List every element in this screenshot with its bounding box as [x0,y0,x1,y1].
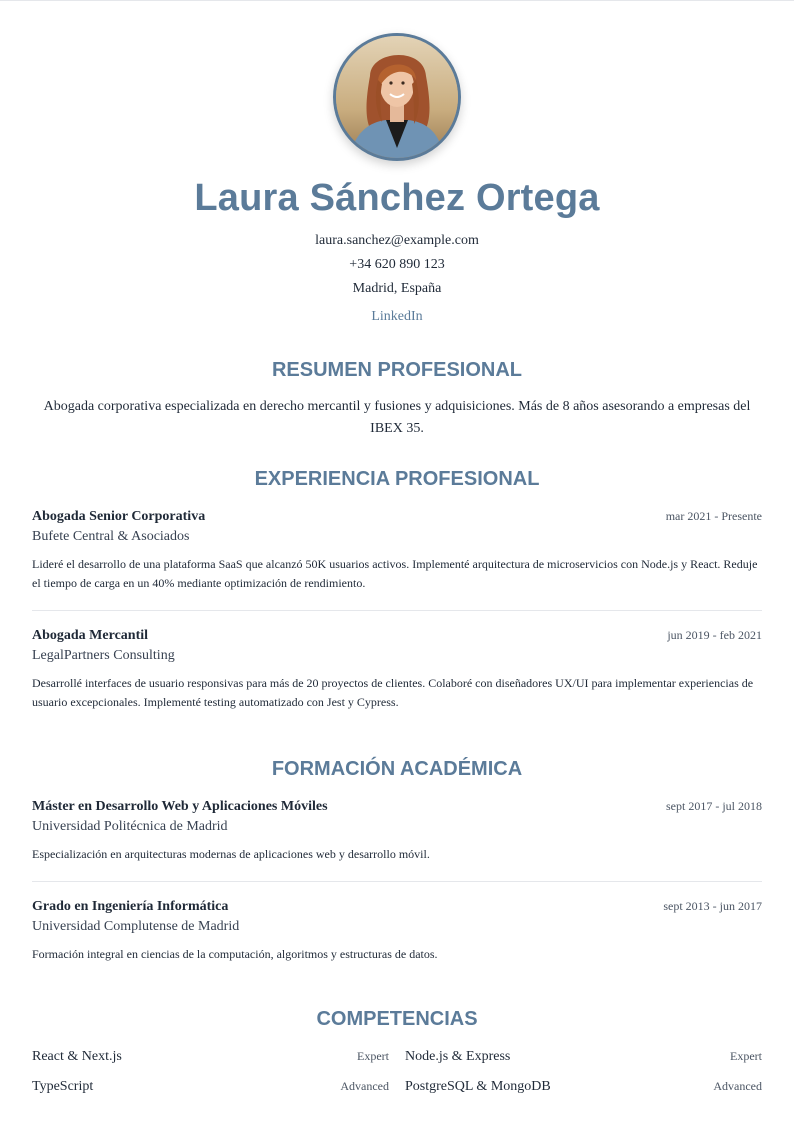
experience-section [32,466,762,712]
experience-heading: EXPERIENCIA PROFESIONAL [254,468,540,490]
resume-page [32,0,762,1095]
summary-heading: RESUMEN PROFESIONAL [271,359,523,381]
skills-section [32,1006,762,1095]
school-name: Universidad Complutense de Madrid [32,919,240,934]
education-section [32,756,762,964]
skill-item [405,1049,762,1065]
degree-description: Especialización en arquitecturas modernas de aplicaciones web y desarrollo móvil. [32,847,430,861]
experience-entry [32,509,762,593]
candidate-name: Laura Sánchez Ortega [194,177,600,219]
job-description: Lideré el desarrollo de una plataforma SaaS que alcanzó 50K usuarios activos. Implementé arquitectura de microservicios con Node.js y React. Reduje el tiempo de carga en un 40% mediante optimización de rendimiento. [32,557,758,590]
skill-name: React & Next.js [32,1049,122,1064]
job-title: Abogada Mercantil [32,628,149,643]
degree-dates: sept 2017 - jul 2018 [666,799,762,813]
skill-level: Advanced [713,1079,762,1093]
skill-name: TypeScript [32,1079,94,1094]
skill-name: Node.js & Express [405,1049,511,1064]
top-border [0,0,794,1]
skill-level: Expert [357,1049,389,1063]
contact-email[interactable]: laura.sanchez@example.com [315,233,479,248]
contact-block [32,229,762,329]
company-name: LegalPartners Consulting [32,648,175,663]
skill-item [32,1079,389,1095]
entry-header [32,799,762,815]
entry-divider [32,881,762,882]
skill-item [405,1079,762,1095]
contact-phone[interactable]: +34 620 890 123 [349,257,445,272]
summary-section [32,357,762,440]
degree-description: Formación integral en ciencias de la computación, algoritmos y estructuras de datos. [32,947,438,961]
skills-heading: COMPETENCIAS [316,1008,478,1030]
photo-container [32,33,762,161]
summary-text: Abogada corporativa especializada en derecho mercantil y fusiones y adquisiciones. Más de 8 años asesorando a empresas del IBEX 35. [43,399,751,436]
job-description: Desarrollé interfaces de usuario responsivas para más de 20 proyectos de clientes. Colaboré con diseñadores UX/UI para implementar experiencias de usuario excepcionales. Implementé testing automatizado con Jest y Cypress. [32,676,754,709]
entry-header [32,628,762,644]
entry-header [32,509,762,525]
degree-title: Grado en Ingeniería Informática [32,899,229,914]
skill-level: Advanced [340,1079,389,1093]
education-entry [32,799,762,864]
profile-photo [333,33,461,161]
skill-item [32,1049,389,1065]
experience-entry [32,628,762,712]
job-dates: jun 2019 - feb 2021 [667,628,762,642]
skill-name: PostgreSQL & MongoDB [405,1079,551,1094]
company-name: Bufete Central & Asociados [32,529,190,544]
education-heading: FORMACIÓN ACADÉMICA [271,758,523,780]
job-title: Abogada Senior Corporativa [32,509,206,524]
skills-grid [32,1049,762,1095]
profile-photo-illustration [336,36,458,158]
entry-header [32,899,762,915]
degree-title: Máster en Desarrollo Web y Aplicaciones Móviles [32,799,328,814]
education-entry [32,899,762,964]
linkedin-link[interactable]: LinkedIn [371,309,423,324]
school-name: Universidad Politécnica de Madrid [32,819,228,834]
skill-level: Expert [730,1049,762,1063]
entry-divider [32,610,762,611]
contact-location: Madrid, España [352,281,442,296]
job-dates: mar 2021 - Presente [665,509,762,523]
degree-dates: sept 2013 - jun 2017 [663,899,762,913]
